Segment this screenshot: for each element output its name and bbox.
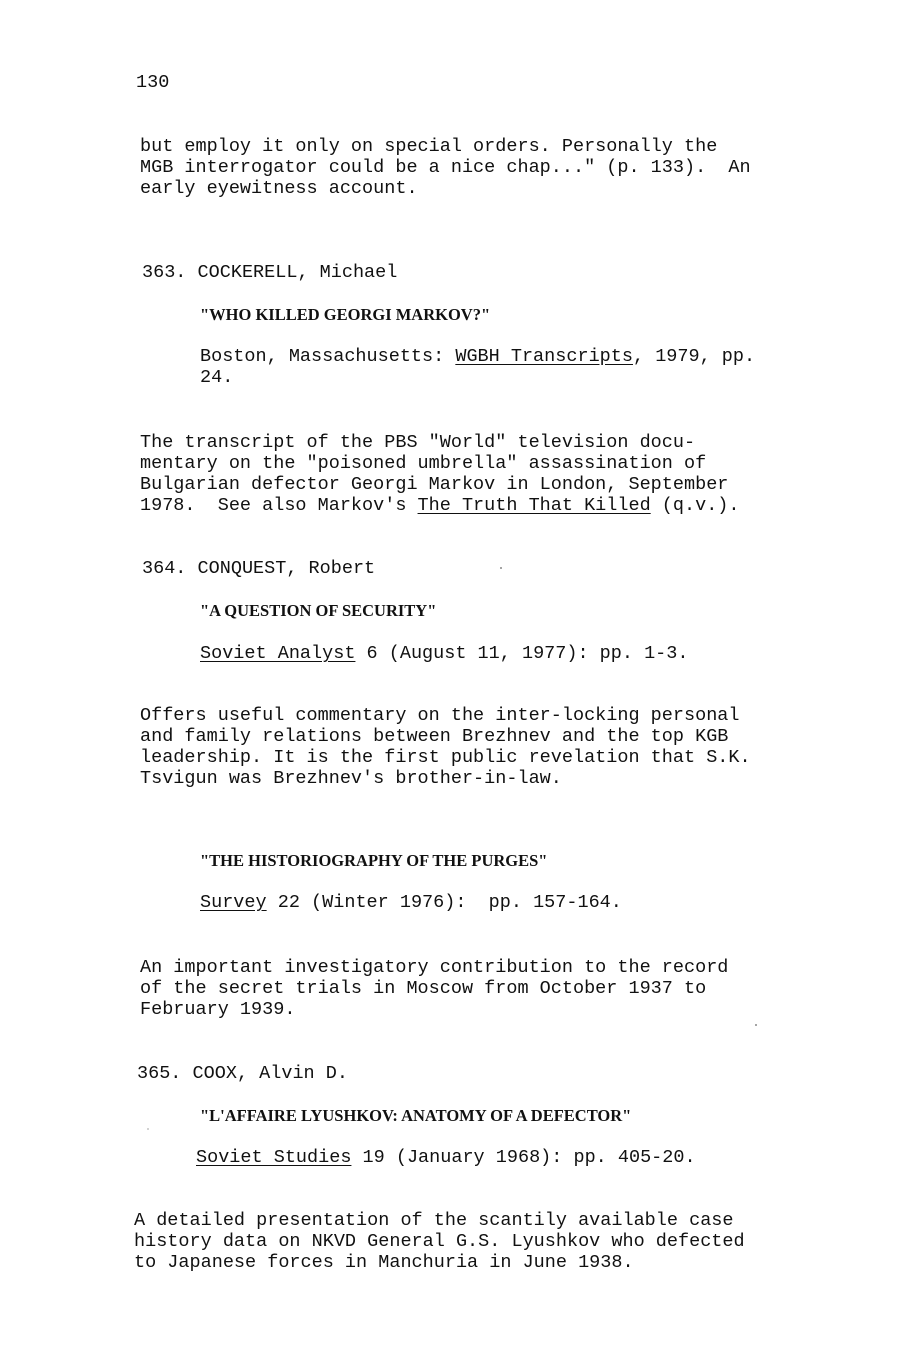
entry-author: COCKERELL, Michael: [197, 262, 398, 283]
scan-speck: [500, 567, 502, 569]
entry-title: "L'AFFAIRE LYUSHKOV: ANATOMY OF A DEFECTOR": [200, 1106, 632, 1125]
source-title: Soviet Studies: [196, 1147, 352, 1168]
text-line: but employ it only on special orders. Personally the: [140, 136, 718, 157]
entry-number: 364.: [142, 558, 187, 579]
entry-citation: Soviet Studies 19 (January 1968): pp. 405-20.: [196, 1147, 696, 1168]
text-line: Offers useful commentary on the inter-locking personal: [140, 705, 740, 726]
text-line: February 1939.: [140, 999, 296, 1020]
text-line: and family relations between Brezhnev and the top KGB: [140, 726, 729, 747]
text-line: of the secret trials in Moscow from October 1937 to: [140, 978, 707, 999]
entry-citation: Soviet Analyst 6 (August 11, 1977): pp. 1-3.: [200, 643, 689, 664]
text-line: Bulgarian defector Georgi Markov in London, September: [140, 474, 729, 495]
scan-speck: [755, 1024, 757, 1026]
entry-annotation: [134, 1210, 814, 1273]
text-line: to Japanese forces in Manchuria in June 1938.: [134, 1252, 634, 1273]
entry-author: COOX, Alvin D.: [192, 1063, 348, 1084]
entry-header-364: [142, 558, 375, 579]
text-line: 1978. See also Markov's The Truth That Killed (q.v.).: [140, 495, 740, 516]
entry-number: 365.: [137, 1063, 182, 1084]
entry-title: "WHO KILLED GEORGI MARKOV?": [200, 305, 491, 324]
text-line: An important investigatory contribution to the record: [140, 957, 729, 978]
entry-header-363: [142, 262, 397, 283]
text-line: Tsvigun was Brezhnev's brother-in-law.: [140, 768, 562, 789]
scan-speck: [147, 1128, 149, 1130]
entry-annotation: [140, 432, 820, 516]
entry-citation: [200, 346, 755, 388]
entry-header-365: [137, 1063, 348, 1084]
text-line: leadership. It is the first public revelation that S.K.: [140, 747, 751, 768]
source-title: Survey: [200, 892, 267, 913]
entry-citation: Survey 22 (Winter 1976): pp. 157-164.: [200, 892, 622, 913]
text-line: history data on NKVD General G.S. Lyushkov who defected: [134, 1231, 745, 1252]
intro-paragraph: [140, 136, 820, 199]
entry-number: 363.: [142, 262, 187, 283]
page-number: 130: [136, 72, 170, 93]
referenced-title: The Truth That Killed: [417, 495, 651, 516]
citation-line: 24.: [200, 367, 234, 388]
text-line: early eyewitness account.: [140, 178, 418, 199]
entry-title: "THE HISTORIOGRAPHY OF THE PURGES": [200, 851, 548, 870]
citation-line: Boston, Massachusetts: WGBH Transcripts, 1979, pp.: [200, 346, 756, 367]
entry-title: "A QUESTION OF SECURITY": [200, 601, 437, 620]
entry-author: CONQUEST, Robert: [197, 558, 376, 579]
entry-annotation: [140, 957, 820, 1020]
text-line: mentary on the "poisoned umbrella" assassination of: [140, 453, 707, 474]
text-line: A detailed presentation of the scantily available case: [134, 1210, 734, 1231]
entry-annotation: [140, 705, 820, 789]
source-title: Soviet Analyst: [200, 643, 356, 664]
text-line: MGB interrogator could be a nice chap..." (p. 133). An: [140, 157, 751, 178]
source-title: WGBH Transcripts: [455, 346, 633, 367]
text-line: The transcript of the PBS "World" television docu-: [140, 432, 696, 453]
